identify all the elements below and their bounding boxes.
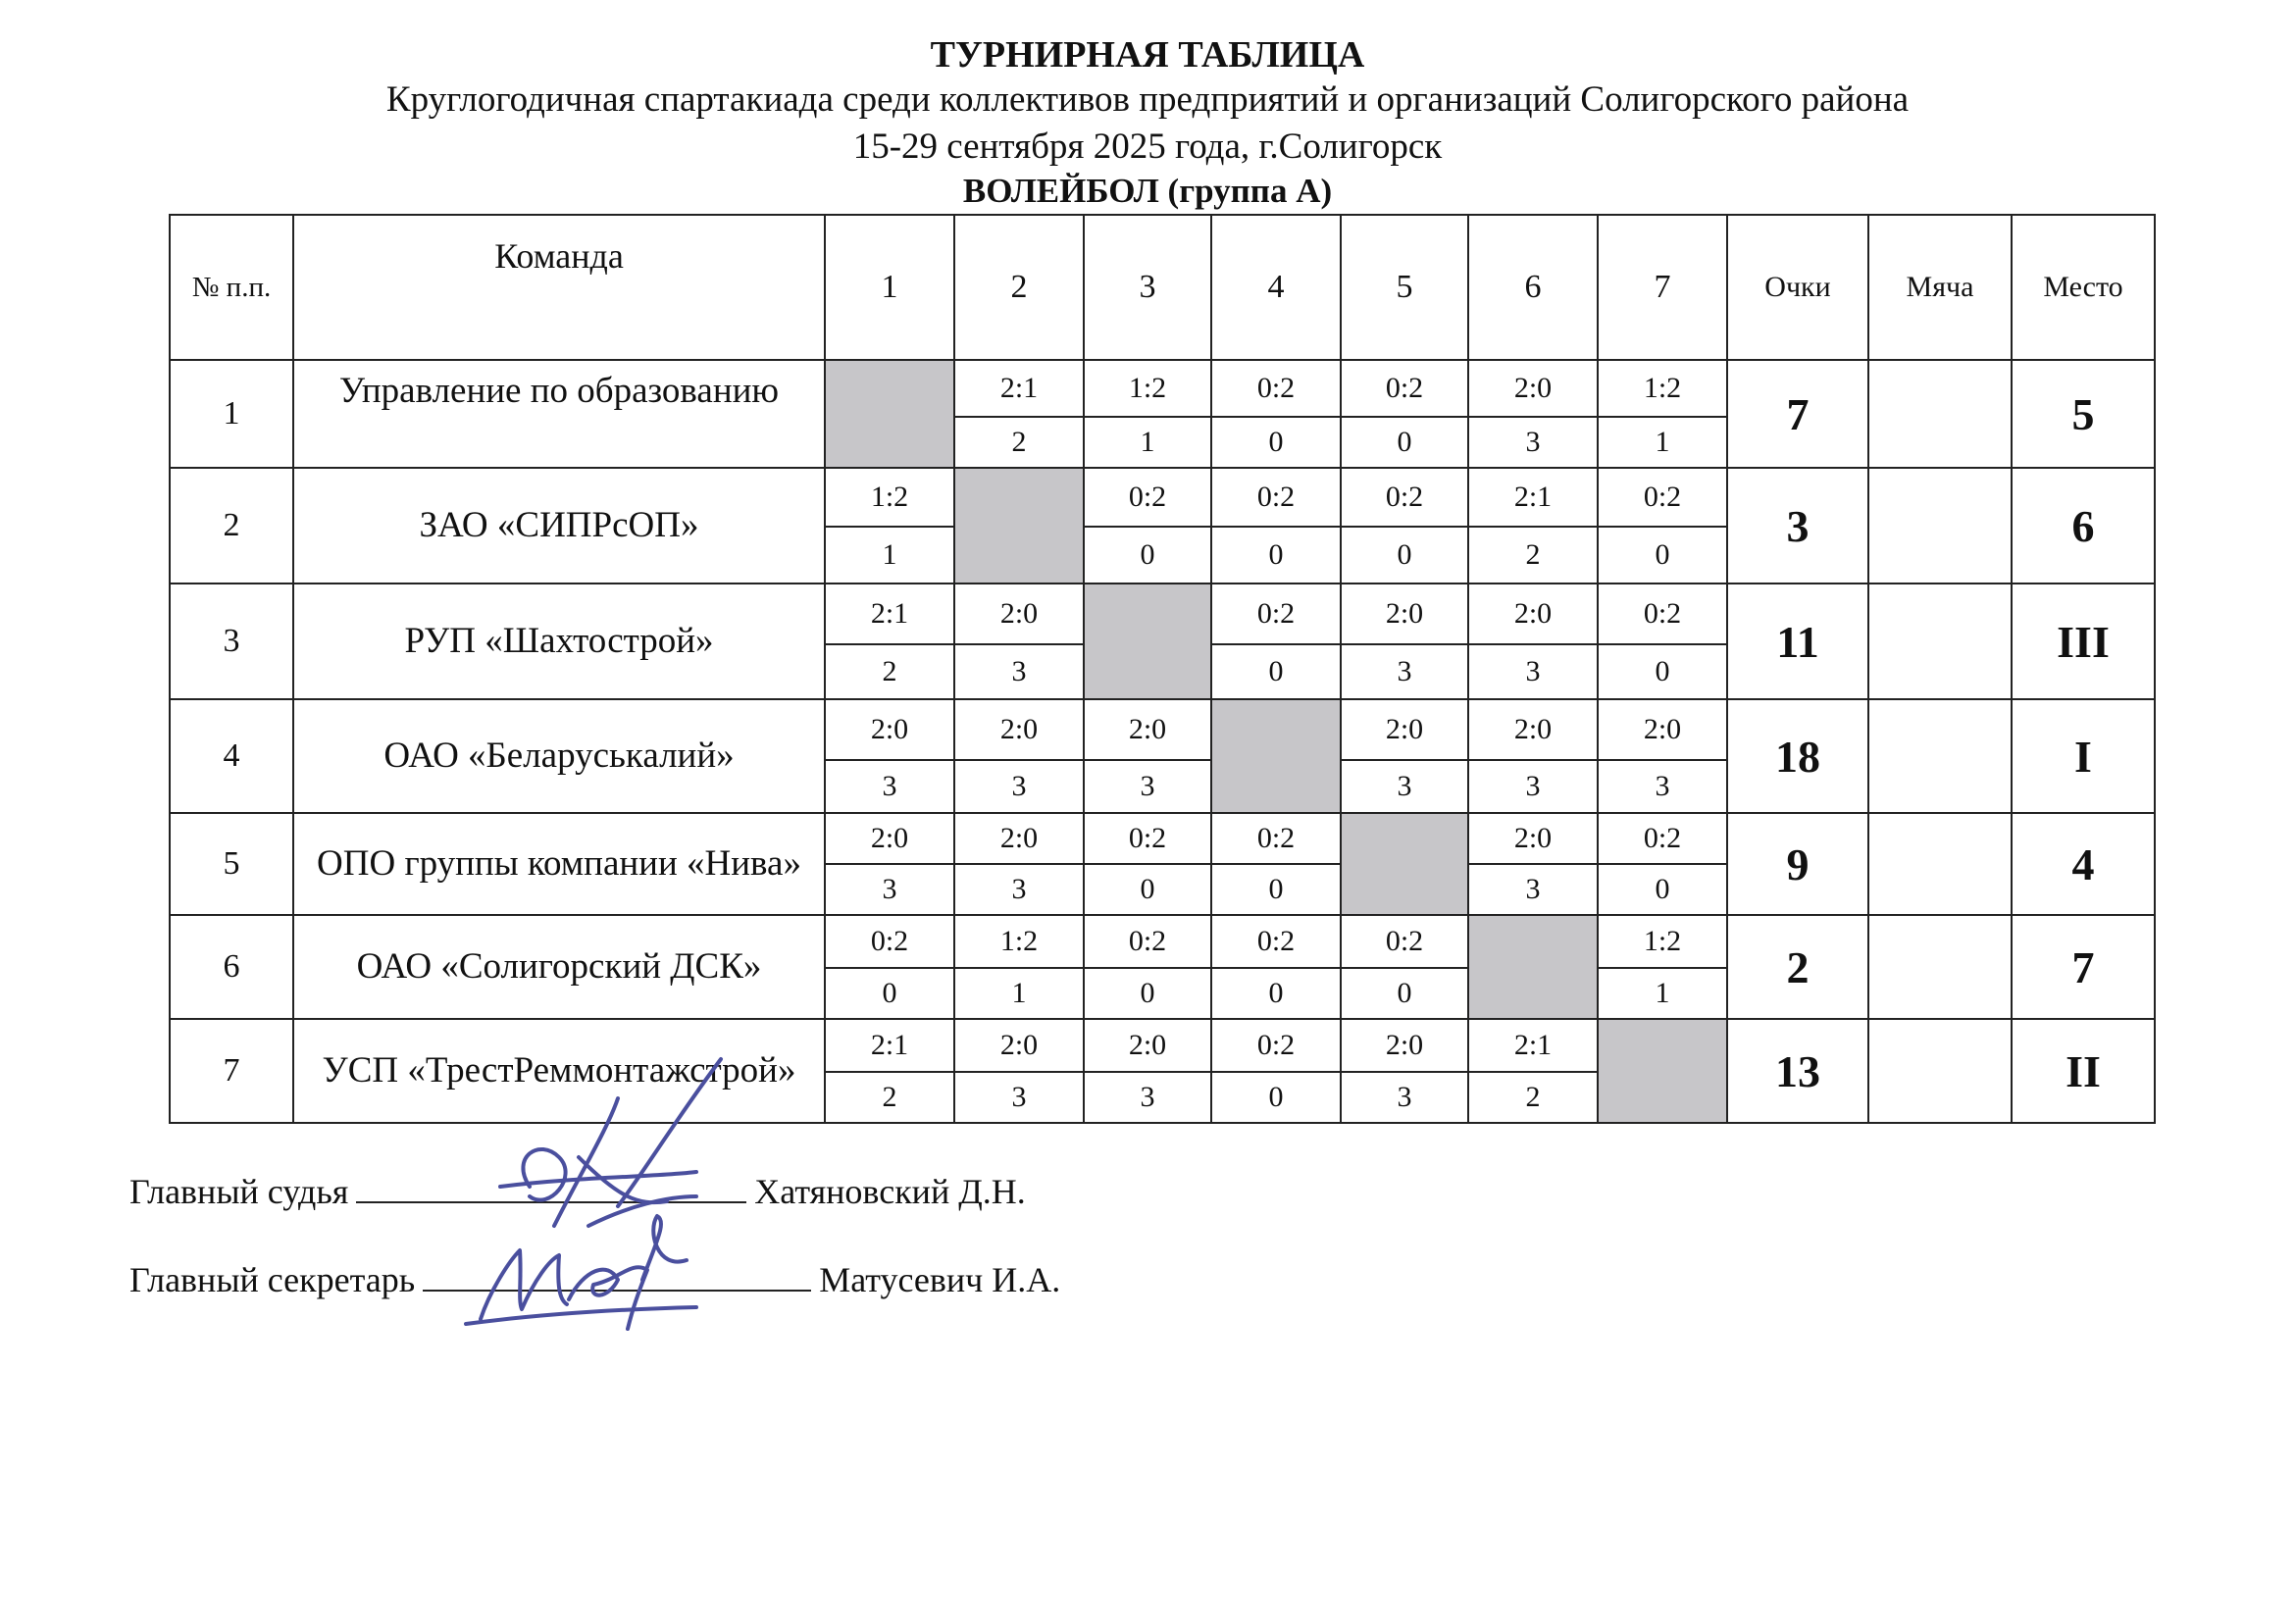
team-number: 3	[170, 584, 293, 699]
match-score: 2:0	[1084, 699, 1211, 760]
total-points: 3	[1727, 468, 1868, 584]
diagonal-blank-cell	[1211, 699, 1341, 813]
match-points: 0	[1211, 644, 1341, 699]
balls-ratio	[1868, 584, 2012, 699]
match-score: 0:2	[1211, 1019, 1341, 1072]
document-date-place: 15-29 сентября 2025 года, г.Солигорск	[852, 127, 1443, 167]
final-place: III	[2012, 584, 2155, 699]
judge-label: Главный судья	[129, 1172, 349, 1211]
total-points: 11	[1727, 584, 1868, 699]
match-score: 0:2	[1084, 813, 1211, 864]
team-number: 7	[170, 1019, 293, 1123]
match-points: 0	[1084, 527, 1211, 584]
match-points: 3	[1084, 1072, 1211, 1123]
match-points: 0	[1211, 968, 1341, 1019]
diagonal-blank-cell	[1468, 915, 1598, 1019]
match-score: 2:0	[1468, 584, 1598, 644]
team-name: РУП «Шахтострой»	[293, 584, 825, 699]
match-points: 2	[825, 1072, 954, 1123]
match-score: 0:2	[1211, 468, 1341, 527]
document-title: ТУРНИРНАЯ ТАБЛИЦА	[930, 34, 1365, 76]
match-points: 0	[1211, 864, 1341, 915]
match-score: 2:0	[954, 584, 1084, 644]
match-points: 3	[1468, 864, 1598, 915]
header-col-1: 1	[825, 215, 954, 360]
match-points: 1	[954, 968, 1084, 1019]
match-points: 3	[825, 864, 954, 915]
total-points: 18	[1727, 699, 1868, 813]
secretary-label: Главный секретарь	[129, 1260, 416, 1299]
team-name: ОАО «Солигорский ДСК»	[293, 915, 825, 1019]
header-place: Место	[2012, 215, 2155, 360]
match-score: 1:2	[1598, 915, 1727, 968]
match-score: 2:0	[825, 699, 954, 760]
match-points: 2	[1468, 1072, 1598, 1123]
secretary-name: Матусевич И.А.	[819, 1260, 1061, 1299]
match-score: 1:2	[825, 468, 954, 527]
header-col-4: 4	[1211, 215, 1341, 360]
team-name: ОПО группы компании «Нива»	[293, 813, 825, 915]
total-points: 2	[1727, 915, 1868, 1019]
diagonal-blank-cell	[954, 468, 1084, 584]
document-sport-group: ВОЛЕЙБОЛ (группа А)	[962, 172, 1333, 210]
match-score: 0:2	[1084, 468, 1211, 527]
diagonal-blank-cell	[825, 360, 954, 468]
match-score: 1:2	[954, 915, 1084, 968]
match-points: 2	[825, 644, 954, 699]
match-points: 1	[1598, 968, 1727, 1019]
match-points: 3	[825, 760, 954, 813]
match-score: 0:2	[1211, 584, 1341, 644]
match-points: 0	[1084, 864, 1211, 915]
match-points: 2	[1468, 527, 1598, 584]
match-score: 0:2	[1211, 360, 1341, 417]
match-score: 2:0	[1598, 699, 1727, 760]
match-points: 2	[954, 417, 1084, 468]
match-score: 2:0	[954, 813, 1084, 864]
final-place: I	[2012, 699, 2155, 813]
team-name: УСП «ТрестРеммонтажстрой»	[293, 1019, 825, 1123]
match-points: 3	[1598, 760, 1727, 813]
team-name: Управление по образованию	[293, 360, 825, 468]
match-score: 2:0	[954, 1019, 1084, 1072]
match-points: 0	[825, 968, 954, 1019]
match-score: 2:1	[1468, 1019, 1598, 1072]
match-score: 0:2	[1211, 813, 1341, 864]
match-points: 3	[954, 1072, 1084, 1123]
match-points: 3	[1341, 760, 1468, 813]
header-points: Очки	[1727, 215, 1868, 360]
match-points: 3	[1341, 1072, 1468, 1123]
total-points: 13	[1727, 1019, 1868, 1123]
match-points: 3	[1084, 760, 1211, 813]
match-score: 2:1	[1468, 468, 1598, 527]
match-score: 0:2	[1598, 584, 1727, 644]
team-number: 2	[170, 468, 293, 584]
match-score: 2:0	[1468, 360, 1598, 417]
total-points: 9	[1727, 813, 1868, 915]
final-place: 4	[2012, 813, 2155, 915]
standings-table	[169, 214, 2156, 1124]
team-number: 4	[170, 699, 293, 813]
match-score: 0:2	[825, 915, 954, 968]
team-number: 5	[170, 813, 293, 915]
match-points: 3	[1468, 644, 1598, 699]
team-number: 6	[170, 915, 293, 1019]
match-score: 2:0	[1468, 699, 1598, 760]
match-points: 0	[1084, 968, 1211, 1019]
match-points: 1	[825, 527, 954, 584]
match-points: 0	[1598, 644, 1727, 699]
team-number: 1	[170, 360, 293, 468]
match-score: 2:0	[1341, 584, 1468, 644]
total-points: 7	[1727, 360, 1868, 468]
match-points: 0	[1341, 527, 1468, 584]
header-col-6: 6	[1468, 215, 1598, 360]
team-name: ОАО «Беларуськалий»	[293, 699, 825, 813]
diagonal-blank-cell	[1341, 813, 1468, 915]
match-points: 0	[1598, 864, 1727, 915]
table-row	[170, 915, 2155, 968]
match-score: 2:0	[1468, 813, 1598, 864]
match-points: 0	[1211, 527, 1341, 584]
match-score: 2:0	[825, 813, 954, 864]
match-score: 2:1	[825, 584, 954, 644]
team-name: ЗАО «СИПРсОП»	[293, 468, 825, 584]
match-score: 1:2	[1598, 360, 1727, 417]
header-col-5: 5	[1341, 215, 1468, 360]
final-place: 5	[2012, 360, 2155, 468]
balls-ratio	[1868, 468, 2012, 584]
header-balls: Мяча	[1868, 215, 2012, 360]
match-points: 3	[1468, 760, 1598, 813]
match-score: 0:2	[1598, 813, 1727, 864]
secretary-handwritten-signature	[461, 1201, 716, 1348]
table-row	[170, 813, 2155, 864]
table-row	[170, 699, 2155, 760]
balls-ratio	[1868, 915, 2012, 1019]
match-points: 0	[1211, 417, 1341, 468]
balls-ratio	[1868, 813, 2012, 915]
table-row	[170, 360, 2155, 417]
match-score: 0:2	[1341, 915, 1468, 968]
match-points: 3	[1468, 417, 1598, 468]
table-header-row	[170, 215, 2155, 360]
match-points: 0	[1598, 527, 1727, 584]
balls-ratio	[1868, 699, 2012, 813]
document-subtitle: Круглогодичная спартакиада среди коллективов предприятий и организаций Солигорского района	[385, 79, 1910, 120]
match-score: 0:2	[1341, 360, 1468, 417]
header-col-3: 3	[1084, 215, 1211, 360]
diagonal-blank-cell	[1598, 1019, 1727, 1123]
match-score: 2:1	[825, 1019, 954, 1072]
final-place: II	[2012, 1019, 2155, 1123]
standings-body	[170, 360, 2155, 1123]
diagonal-blank-cell	[1084, 584, 1211, 699]
balls-ratio	[1868, 360, 2012, 468]
match-score: 2:0	[954, 699, 1084, 760]
match-score: 0:2	[1341, 468, 1468, 527]
judge-name: Хатяновский Д.Н.	[754, 1172, 1026, 1211]
table-row	[170, 584, 2155, 644]
match-points: 0	[1341, 968, 1468, 1019]
final-place: 6	[2012, 468, 2155, 584]
header-number: № п.п.	[170, 215, 293, 360]
match-score: 0:2	[1211, 915, 1341, 968]
match-points: 3	[954, 760, 1084, 813]
match-score: 2:1	[954, 360, 1084, 417]
match-score: 2:0	[1341, 699, 1468, 760]
header-col-2: 2	[954, 215, 1084, 360]
balls-ratio	[1868, 1019, 2012, 1123]
match-points: 0	[1211, 1072, 1341, 1123]
header-col-7: 7	[1598, 215, 1727, 360]
header-team: Команда	[293, 215, 825, 360]
match-score: 2:0	[1084, 1019, 1211, 1072]
table-row	[170, 468, 2155, 527]
match-points: 1	[1598, 417, 1727, 468]
final-place: 7	[2012, 915, 2155, 1019]
table-row	[170, 1019, 2155, 1072]
match-score: 1:2	[1084, 360, 1211, 417]
match-points: 1	[1084, 417, 1211, 468]
match-score: 2:0	[1341, 1019, 1468, 1072]
match-points: 3	[954, 864, 1084, 915]
match-points: 0	[1341, 417, 1468, 468]
match-score: 0:2	[1084, 915, 1211, 968]
match-points: 3	[1341, 644, 1468, 699]
match-points: 3	[954, 644, 1084, 699]
match-score: 0:2	[1598, 468, 1727, 527]
